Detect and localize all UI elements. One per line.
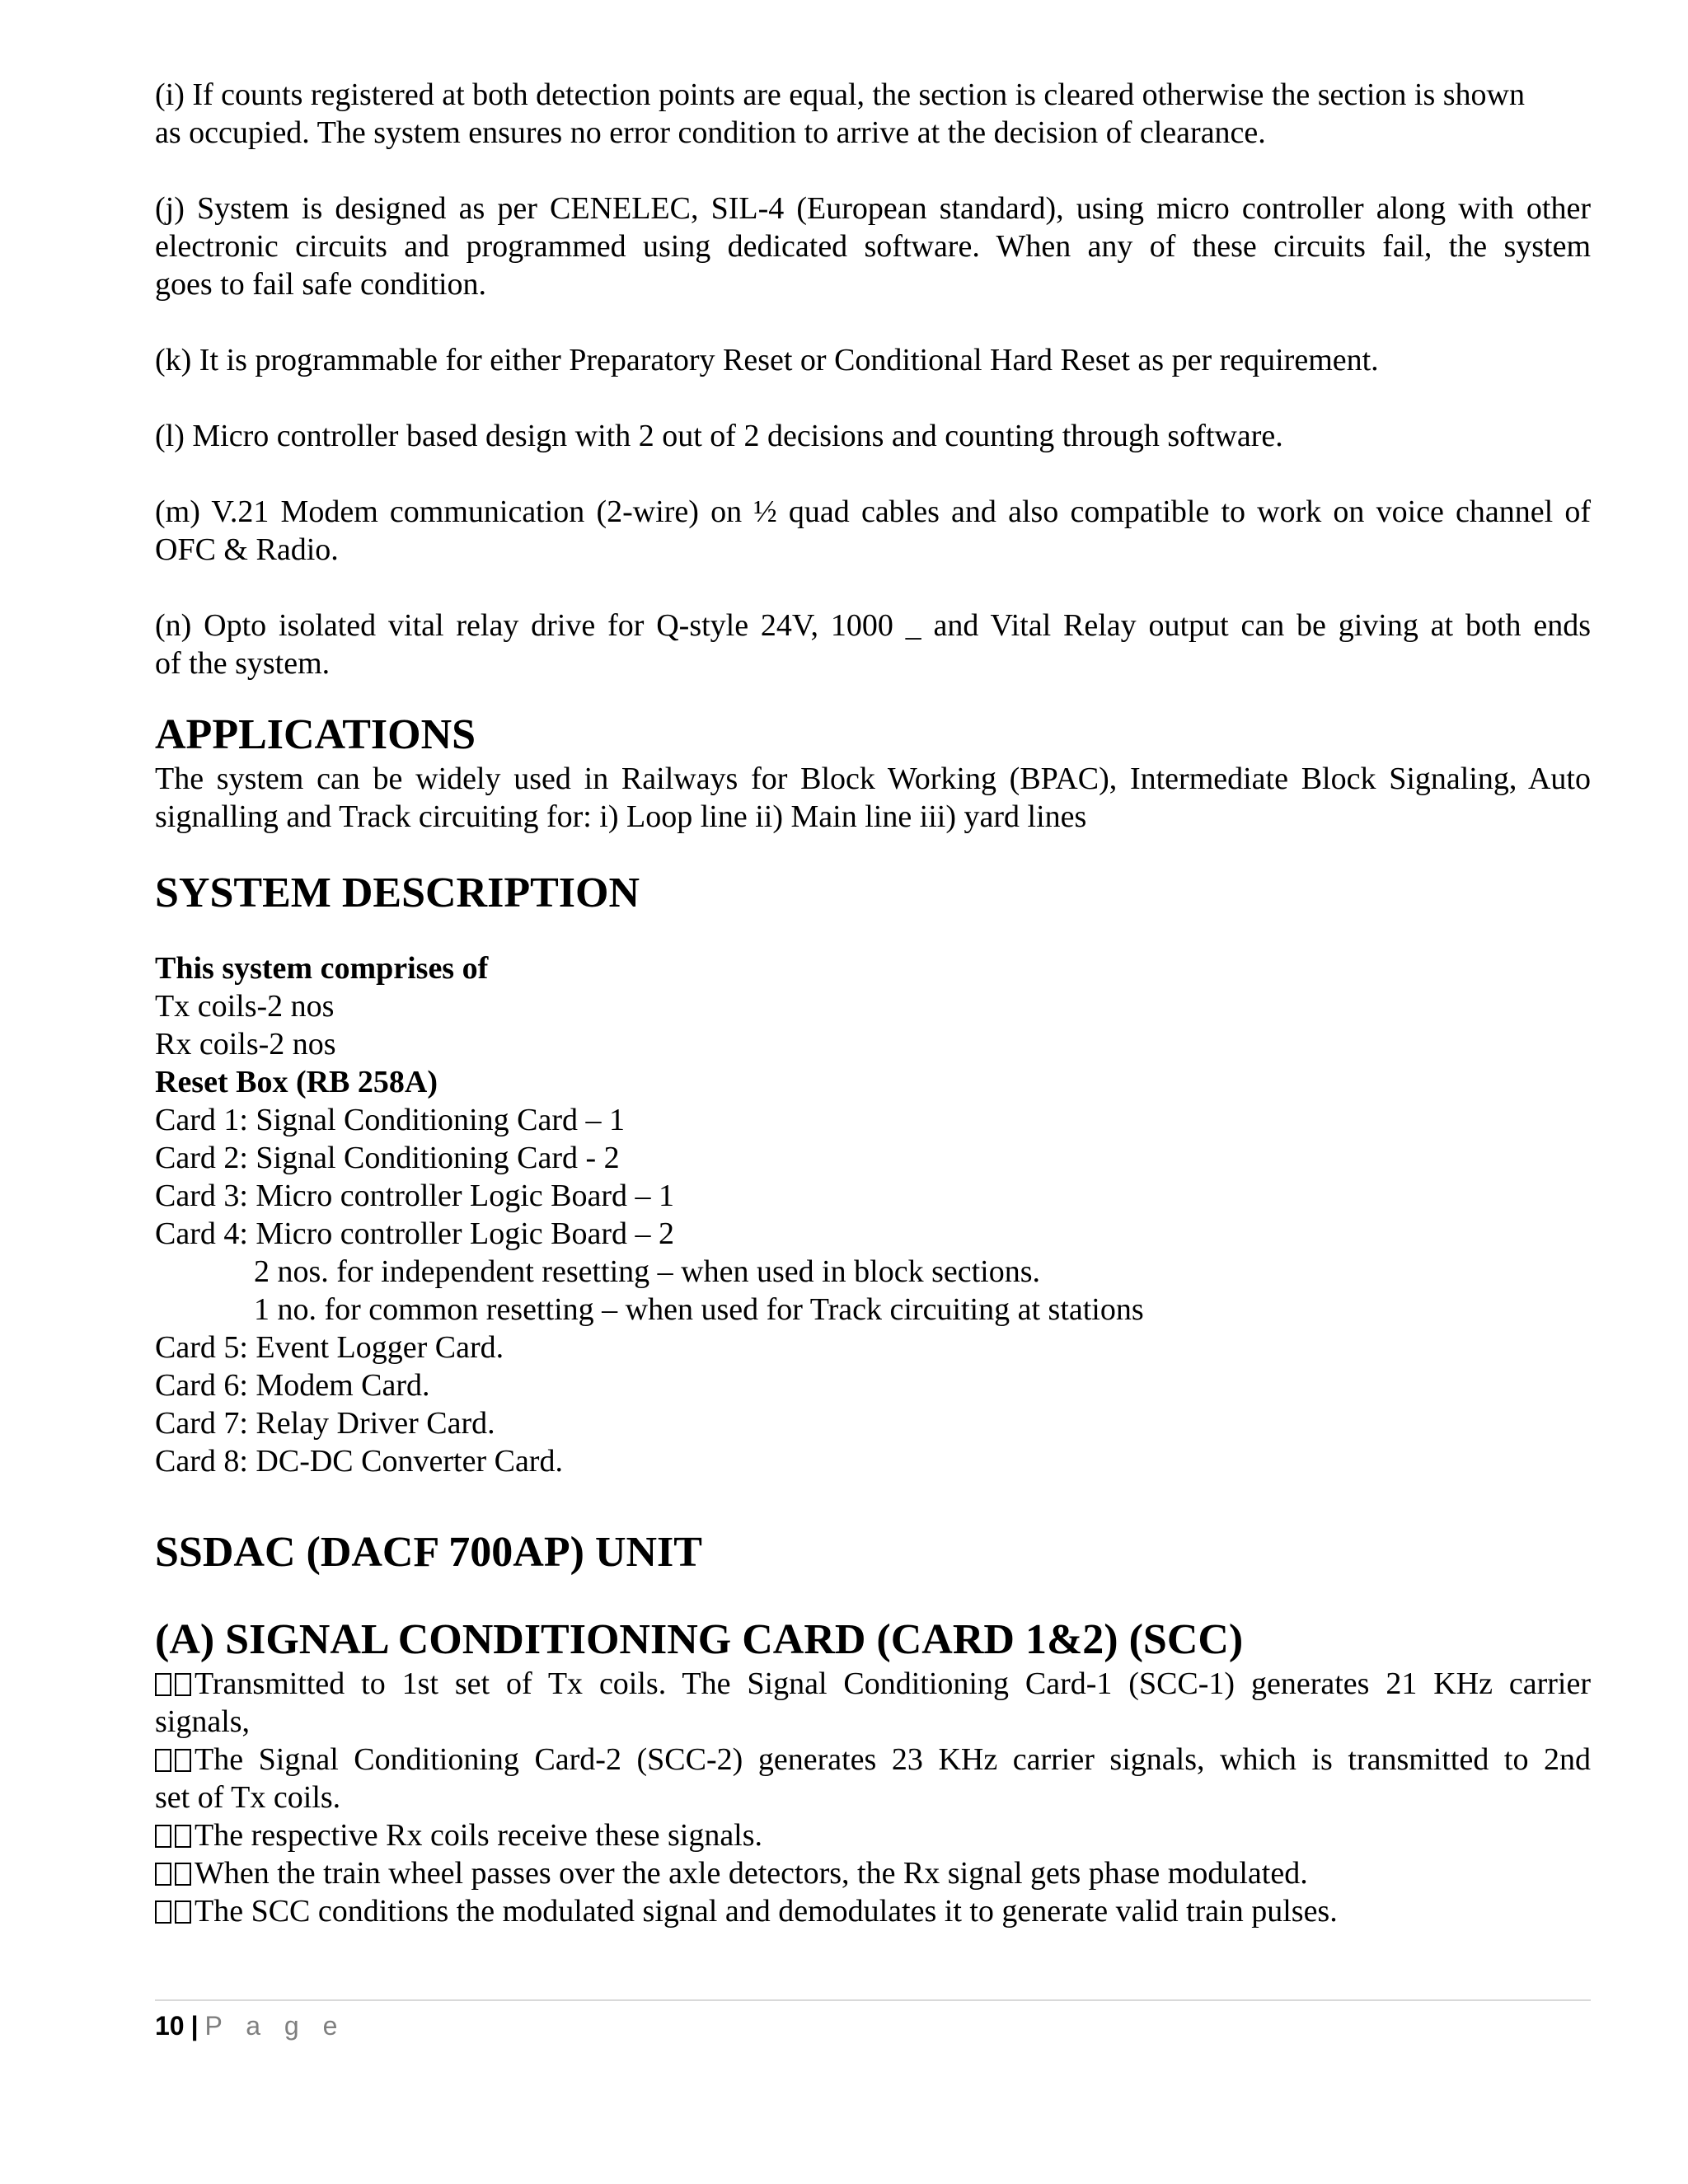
paragraph-m <box>155 493 1591 569</box>
page-word: P a g e <box>204 2011 346 2041</box>
list-item: Tx coils-2 nos <box>155 989 335 1024</box>
paragraph-n <box>155 607 1591 682</box>
list-item: This system comprises of <box>155 951 489 986</box>
list-item: Card 3: Micro controller Logic Board – 1 <box>155 1179 675 1213</box>
paragraph-line: (i) If counts registered at both detection points are equal, the section is cleared otherwise the section is shown <box>155 77 1525 112</box>
missing-glyph-icon <box>155 1900 171 1924</box>
page-number-label <box>155 2009 1591 2042</box>
list-item: Card 6: Modem Card. <box>155 1368 430 1403</box>
bullet-text: The SCC conditions the modulated signal and demodulates it to generate valid train pulses. <box>195 1894 1338 1929</box>
missing-glyph-icon <box>155 1749 171 1772</box>
applications-heading: APPLICATIONS <box>155 711 476 758</box>
ssdac-heading: SSDAC (DACF 700AP) UNIT <box>155 1529 702 1576</box>
scc-bullets <box>155 1665 1591 1930</box>
missing-glyph-icon <box>155 1825 171 1848</box>
list-item: 1 no. for common resetting – when used for Track circuiting at stations <box>254 1292 1144 1327</box>
paragraph-line: (l) Micro controller based design with 2 out of 2 decisions and counting through software. <box>155 419 1283 453</box>
footer-divider <box>155 1999 1591 2001</box>
missing-glyph-icon <box>175 1749 191 1772</box>
bullet-text: The respective Rx coils receive these signals. <box>195 1818 763 1853</box>
bullet-text: When the train wheel passes over the axle detectors, the Rx signal gets phase modulated. <box>195 1856 1308 1891</box>
bullet-line <box>155 1854 1591 1892</box>
paragraph-k <box>155 341 1591 379</box>
bullet-line <box>155 1741 1591 1779</box>
paragraph-line: electronic circuits and programmed using dedicated software. When any of these circuits fail, the system <box>155 229 1591 264</box>
list-item: Card 8: DC-DC Converter Card. <box>155 1444 563 1479</box>
paragraph-line: as occupied. The system ensures no error condition to arrive at the decision of clearance. <box>155 115 1266 150</box>
bullet-text: Transmitted to 1st set of Tx coils. The Signal Conditioning Card-1 (SCC-1) generates 21 KHz carrier <box>195 1666 1591 1701</box>
page-footer <box>155 1999 1591 2042</box>
bullet-text: The Signal Conditioning Card-2 (SCC-2) generates 23 KHz carrier signals, which is transmitted to 2nd <box>195 1742 1591 1777</box>
paragraph-i <box>155 76 1591 152</box>
paragraph-line: OFC & Radio. <box>155 532 339 567</box>
document-page <box>155 76 1591 1930</box>
paragraph-line: The system can be widely used in Railways for Block Working (BPAC), Intermediate Block Signaling, Auto <box>155 762 1591 796</box>
page-separator: | <box>190 2011 199 2041</box>
bullet-line <box>155 1892 1591 1930</box>
bullet-line: signals, <box>155 1704 251 1739</box>
list-item: Card 1: Signal Conditioning Card – 1 <box>155 1103 625 1137</box>
list-item: Card 2: Signal Conditioning Card - 2 <box>155 1141 620 1175</box>
system-description-list <box>155 949 1591 1480</box>
paragraph-line: (m) V.21 Modem communication (2-wire) on ½ quad cables and also compatible to work on voice channel of <box>155 494 1591 529</box>
paragraph-line: (n) Opto isolated vital relay drive for Q-style 24V, 1000 _ and Vital Relay output can be giving at both ends <box>155 608 1591 643</box>
paragraph-line: signalling and Track circuiting for: i) Loop line ii) Main line iii) yard lines <box>155 799 1087 834</box>
missing-glyph-icon <box>175 1900 191 1924</box>
paragraph-l <box>155 417 1591 455</box>
list-item: Card 4: Micro controller Logic Board – 2 <box>155 1216 675 1251</box>
missing-glyph-icon <box>175 1673 191 1696</box>
bullet-line <box>155 1665 1591 1703</box>
bullet-line: set of Tx coils. <box>155 1780 341 1815</box>
missing-glyph-icon <box>155 1863 171 1886</box>
paragraph-line: of the system. <box>155 646 331 681</box>
list-item: Reset Box (RB 258A) <box>155 1065 438 1099</box>
applications-text <box>155 760 1591 836</box>
system-description-heading: SYSTEM DESCRIPTION <box>155 869 640 916</box>
bullet-line <box>155 1816 1591 1854</box>
list-item: Card 5: Event Logger Card. <box>155 1330 504 1365</box>
paragraph-line: (j) System is designed as per CENELEC, SIL-4 (European standard), using micro controller along with other <box>155 191 1591 226</box>
missing-glyph-icon <box>155 1673 171 1696</box>
paragraph-line: goes to fail safe condition. <box>155 267 487 302</box>
missing-glyph-icon <box>175 1863 191 1886</box>
paragraph-j <box>155 190 1591 303</box>
list-item: 2 nos. for independent resetting – when used in block sections. <box>254 1254 1041 1289</box>
list-item: Card 7: Relay Driver Card. <box>155 1406 495 1441</box>
paragraph-line: (k) It is programmable for either Preparatory Reset or Conditional Hard Reset as per requirement. <box>155 343 1379 377</box>
missing-glyph-icon <box>175 1825 191 1848</box>
page-number: 10 <box>155 2011 185 2041</box>
scc-heading: (A) SIGNAL CONDITIONING CARD (CARD 1&2) (SCC) <box>155 1616 1244 1663</box>
list-item: Rx coils-2 nos <box>155 1027 336 1062</box>
